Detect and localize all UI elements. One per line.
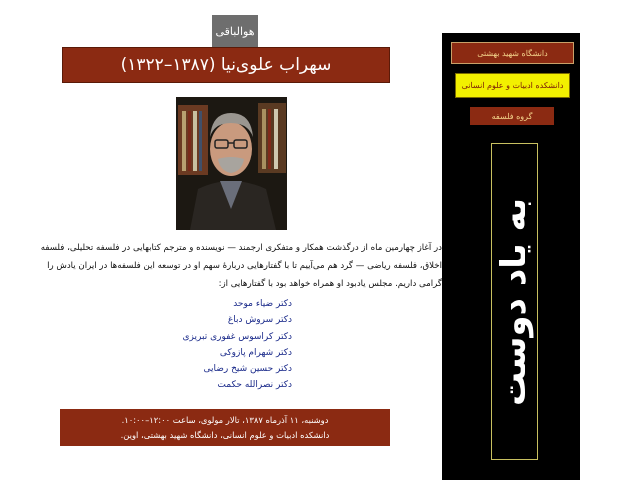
event-location: دانشکده ادبیات و علوم انسانی، دانشگاه شهید بهشتی، اوین. [120,429,330,440]
portrait-photo [176,97,287,230]
speaker-item: دکتر نصرالله حکمت [217,380,292,391]
speaker-item: دکتر حسین شیخ رضایی [203,364,292,375]
header-badge-text: هوالباقی [215,25,255,38]
intro-paragraph: در آغاز چهارمین ماه از درگذشت همکار و متفکری ارجمند — نویسنده و مترجم کتابهایی در فلسفه تحلیلی، فلسفه اخلاق، فلسفه ریاضی — گرد هم می‌آییم تا با گفتارهایی دربارهٔ سهم او در توسعه این فلسفه‌ها در ایران یادش را گرامی داریم. مجلس یادبود او همراه خواهد بود با گفتارهایی از: [40,243,442,289]
vertical-title-frame [491,143,538,460]
speaker-item: دکتر ضیاء موحد [233,299,292,309]
title-banner [62,47,390,83]
speaker-item: دکتر شهرام پازوکی [219,347,292,358]
university-label [451,42,574,64]
speaker-list [150,296,292,394]
event-info-box [60,409,390,446]
speaker-item: دکتر سروش دباغ [227,315,292,326]
university-name: دانشگاه شهید بهشتی [477,48,548,58]
speaker-item: دکتر کراسوس غفوری تبریزی [182,331,292,342]
department-label [470,107,554,125]
event-date-time: دوشنبه، ۱۱ آذرماه ۱۳۸۷، تالار مولوی، ساعت ۱۲:۰۰–۱۰:۰۰. [121,414,329,425]
vertical-title: به یاد دوست [494,197,535,406]
faculty-name: دانشکده ادبیات و علوم انسانی [461,81,564,90]
vertical-title-wrap [492,144,537,459]
header-badge [212,15,258,48]
portrait-image [176,97,287,230]
page-title: سهراب علوی‌نیا (۱۳۸۷–۱۳۲۲) [120,55,332,75]
faculty-label [455,73,570,98]
department-name: گروه فلسفه [491,111,533,121]
